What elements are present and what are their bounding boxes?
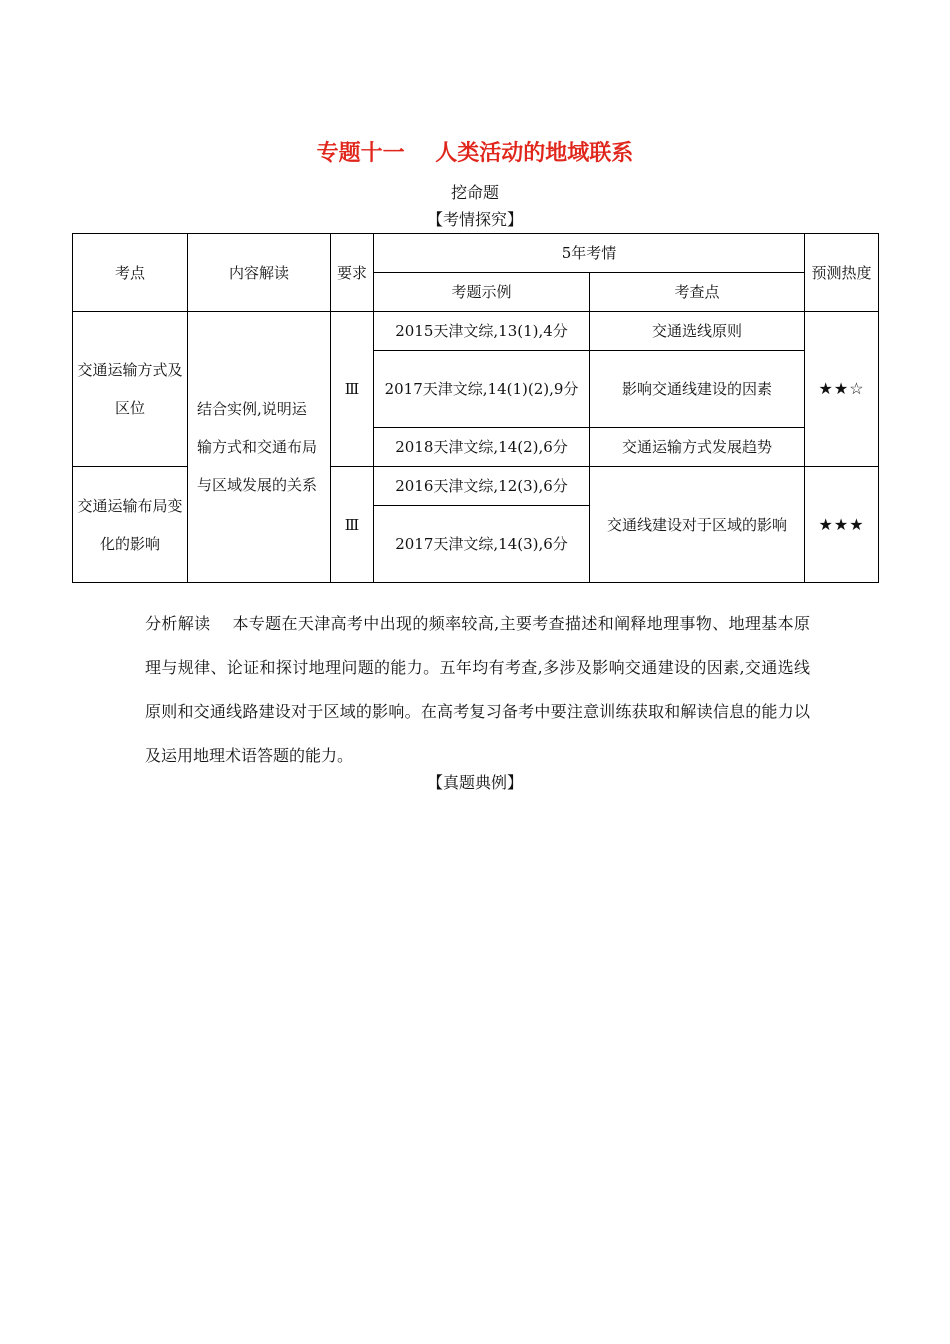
cell-exam-point: 影响交通线建设的因素 — [590, 351, 805, 428]
table-row — [73, 312, 879, 351]
cell-point: 交通运输方式及区位 — [73, 312, 188, 467]
section-heading-real-examples: 【真题典例】 — [426, 773, 523, 792]
cell-forecast: ★★☆ — [805, 312, 879, 467]
section-heading-exam-analysis: 【考情探究】 — [426, 210, 523, 229]
cell-requirement: Ⅲ — [331, 312, 374, 467]
cell-example: 2015天津文综,13(1),4分 — [374, 312, 590, 351]
analysis-paragraph — [145, 602, 810, 778]
cell-example: 2017天津文综,14(1)(2),9分 — [374, 351, 590, 428]
header-requirement: 要求 — [331, 234, 374, 312]
subtitle: 挖命题 — [450, 183, 499, 202]
analysis-label: 分析解读 — [145, 614, 211, 633]
cell-example: 2016天津文综,12(3),6分 — [374, 467, 590, 506]
cell-exam-point: 交通线建设对于区域的影响 — [590, 467, 805, 583]
header-five-years: 5年考情 — [374, 234, 805, 273]
cell-content: 结合实例,说明运输方式和交通布局与区域发展的关系 — [188, 312, 331, 583]
header-examples: 考题示例 — [374, 273, 590, 312]
exam-analysis-table — [72, 233, 879, 583]
header-content: 内容解读 — [188, 234, 331, 312]
table-header-row — [73, 234, 879, 273]
header-point: 考点 — [73, 234, 188, 312]
header-forecast: 预测热度 — [805, 234, 879, 312]
analysis-text: 本专题在天津高考中出现的频率较高,主要考查描述和阐释地理事物、地理基本原理与规律、论证和探讨地理问题的能力。五年均有考查,多涉及影响交通建设的因素,交通选线原则和交通线路建设对于区域的影响。在高考复习备考中要注意训练获取和解读信息的能力以及运用地理术语答题的能力。 — [145, 614, 810, 765]
cell-point: 交通运输布局变化的影响 — [73, 467, 188, 583]
cell-exam-point: 交通运输方式发展趋势 — [590, 428, 805, 467]
cell-requirement: Ⅲ — [331, 467, 374, 583]
cell-forecast: ★★★ — [805, 467, 879, 583]
page-title: 专题十一 人类活动的地域联系 — [316, 141, 634, 166]
cell-exam-point: 交通选线原则 — [590, 312, 805, 351]
header-exam-points: 考查点 — [590, 273, 805, 312]
cell-example: 2018天津文综,14(2),6分 — [374, 428, 590, 467]
cell-example: 2017天津文综,14(3),6分 — [374, 506, 590, 583]
